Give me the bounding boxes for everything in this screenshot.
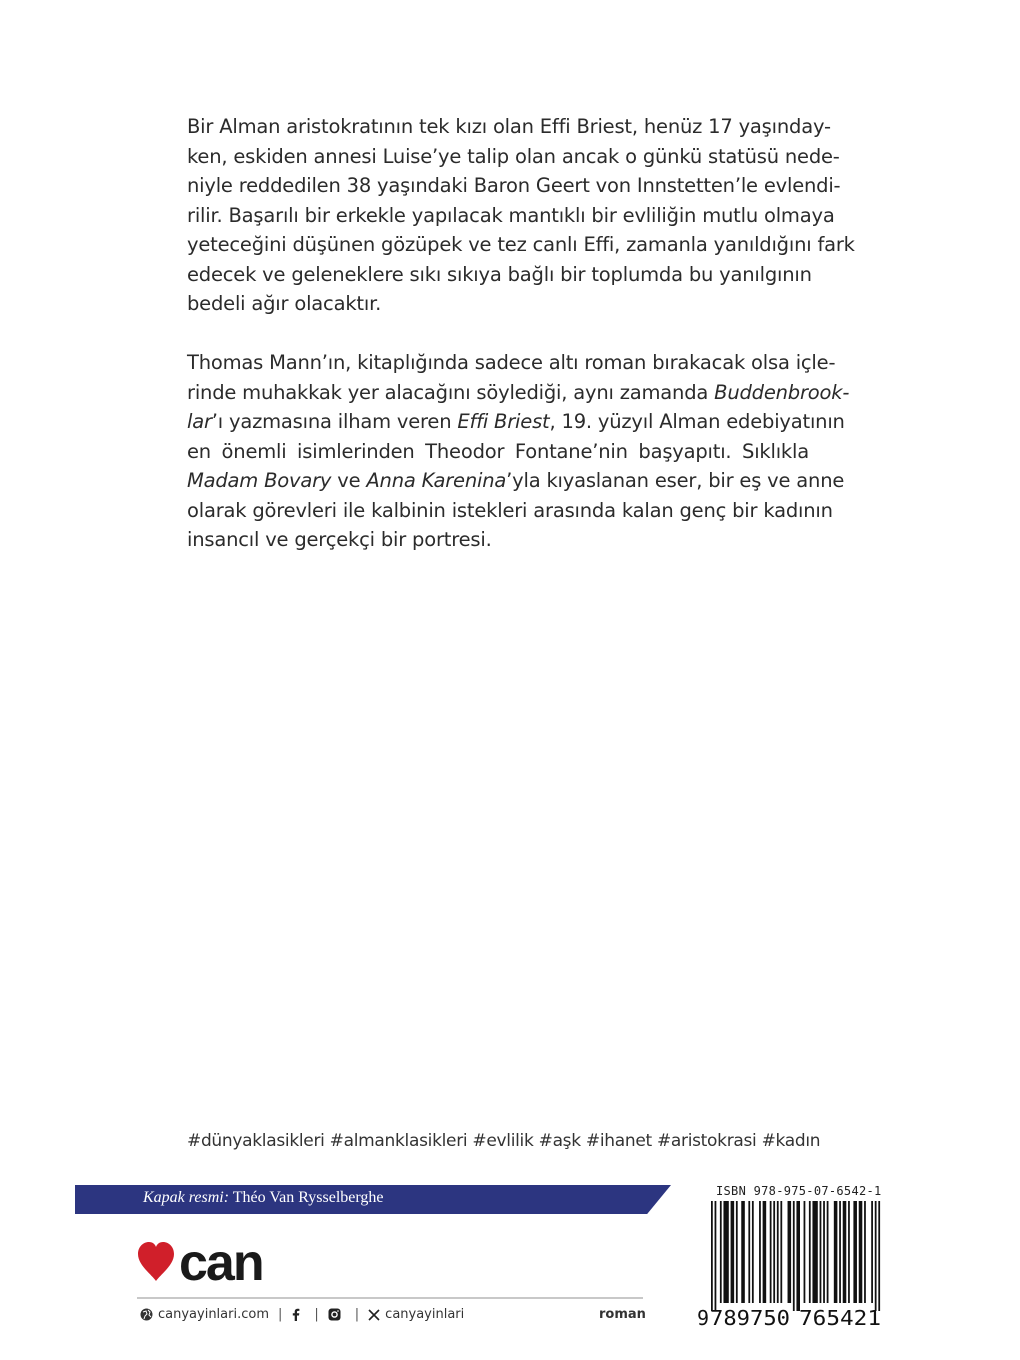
blurb-paragraph-2 — [187, 348, 850, 555]
blurb-line: insancıl ve gerçekçi bir portresi. — [187, 528, 492, 551]
barcode-bar — [834, 1201, 838, 1303]
heart-icon — [138, 1242, 174, 1281]
blurb-text: ’yla kıyaslanan eser, bir eş ve anne — [506, 469, 845, 492]
barcode-digits-right: 765421 — [799, 1306, 881, 1329]
book-title-anna-karenina: Anna Karenina — [366, 469, 507, 492]
twitter-handle[interactable]: canyayinlari — [385, 1307, 465, 1322]
blurb-line: olarak görevleri ile kalbinin istekleri arasında kalan genç bir kadının — [187, 498, 833, 522]
blurb-text: rinde muhakkak yer alacağını söylediği, aynı zamanda — [187, 380, 715, 404]
footer-separator: | — [314, 1307, 319, 1322]
blurb-line: niyle reddedilen 38 yaşındaki Baron Geert von Innstetten’le evlendi- — [187, 174, 841, 197]
barcode-bar — [875, 1201, 877, 1311]
book-title-buddenbrooklar-cont: lar — [187, 410, 212, 433]
can-publisher-logo — [137, 1240, 282, 1284]
hashtags: #dünyaklasikleri #almanklasikleri #evlilik #aşk #ihanet #aristokrasi #kadın — [187, 1131, 821, 1151]
barcode-bar — [793, 1201, 795, 1311]
barcode-bar — [720, 1201, 722, 1303]
barcode-bar — [736, 1201, 738, 1303]
barcode-bar — [796, 1201, 800, 1311]
barcode-bar — [759, 1201, 761, 1303]
blurb-line: bedeli ağır olacaktır. — [187, 292, 382, 315]
barcode-bar — [711, 1201, 713, 1311]
barcode-bar — [788, 1201, 792, 1303]
back-cover-blurb — [187, 112, 855, 555]
x-twitter-icon[interactable] — [368, 1309, 380, 1321]
barcode-bar — [820, 1201, 822, 1303]
barcode-digit-lead: 9 — [697, 1306, 710, 1329]
blurb-line — [187, 407, 845, 437]
facebook-icon[interactable] — [291, 1308, 300, 1321]
blurb-line: yeteceğini düşünen gözüpek ve tez canlı Effi, zamanla yanıldığını fark — [187, 233, 855, 256]
cover-credit-label: Kapak resmi: — [143, 1189, 230, 1206]
blurb-line: Thomas Mann’ın, kitaplığında sadece altı roman bırakacak olsa içle- — [187, 351, 836, 374]
blurb-text: , 19. yüzyıl Alman edebiyatının — [549, 410, 845, 433]
barcode-bar — [804, 1201, 806, 1303]
barcode-digits-left: 789750 — [710, 1306, 790, 1329]
book-title-effi-briest: Effi Briest — [457, 410, 550, 433]
genre-label: roman — [599, 1307, 646, 1322]
barcode-bar — [763, 1201, 767, 1303]
isbn-barcode — [697, 1199, 892, 1329]
blurb-line — [187, 378, 850, 408]
barcode-bar — [770, 1201, 772, 1303]
barcode-bar — [748, 1201, 750, 1303]
barcode-bar — [878, 1201, 880, 1311]
footer-separator: | — [354, 1307, 360, 1322]
barcode-bar — [777, 1201, 779, 1303]
barcode-bar — [773, 1201, 775, 1303]
blurb-text: ve — [331, 469, 367, 492]
website-link[interactable]: canyayinlari.com — [158, 1307, 269, 1322]
book-title-madam-bovary: Madam Bovary — [187, 469, 332, 492]
barcode-bar — [780, 1201, 782, 1303]
barcode-bar — [752, 1201, 754, 1303]
logo-wordmark: can — [179, 1240, 263, 1284]
barcode-bars — [711, 1201, 880, 1311]
instagram-icon[interactable] — [328, 1308, 341, 1321]
barcode-bar — [871, 1201, 873, 1303]
barcode-bar — [853, 1201, 857, 1303]
cover-credit-artist: Théo Van Rysselberghe — [229, 1189, 384, 1206]
globe-icon — [140, 1308, 153, 1321]
barcode-bar — [848, 1201, 850, 1303]
barcode-bar — [864, 1201, 866, 1303]
blurb-line: edecek ve geleneklere sıkı sıkıya bağlı bir toplumda bu yanılgının — [187, 262, 812, 286]
footer-links — [140, 1307, 464, 1322]
blurb-text: ’ı yazmasına ilham veren — [211, 410, 458, 433]
blurb-paragraph-1 — [187, 112, 855, 319]
footer-separator: | — [278, 1307, 283, 1322]
barcode-bar — [715, 1201, 717, 1311]
blurb-line: en önemli isimlerinden Theodor Fontane’nin başyapıtı. Sıklıkla — [187, 439, 809, 463]
isbn-label: ISBN 978-975-07-6542-1 — [716, 1184, 882, 1198]
blurb-line — [187, 466, 845, 496]
barcode-bar — [843, 1201, 847, 1303]
barcode-bar — [741, 1201, 745, 1303]
barcode-bar — [812, 1201, 817, 1303]
book-title-buddenbrooklar: Buddenbrook- — [714, 380, 850, 404]
blurb-line: Bir Alman aristokratının tek kızı olan Effi Briest, henüz 17 yaşınday- — [187, 115, 831, 138]
barcode-bar — [731, 1201, 735, 1303]
barcode-bar — [839, 1201, 841, 1303]
barcode-bar — [723, 1201, 728, 1303]
barcode-bar — [809, 1201, 811, 1303]
blurb-line: rilir. Başarılı bir erkekle yapılacak mantıklı bir evliliğin mutlu olmaya — [187, 203, 835, 227]
barcode-bar — [859, 1201, 863, 1303]
barcode-bar — [823, 1201, 825, 1303]
barcode-bar — [827, 1201, 829, 1303]
cover-credit-text — [143, 1189, 384, 1207]
blurb-line: ken, eskiden annesi Luise’ye talip olan ancak o günkü statüsü nede- — [187, 144, 840, 168]
footer-divider — [137, 1297, 643, 1299]
